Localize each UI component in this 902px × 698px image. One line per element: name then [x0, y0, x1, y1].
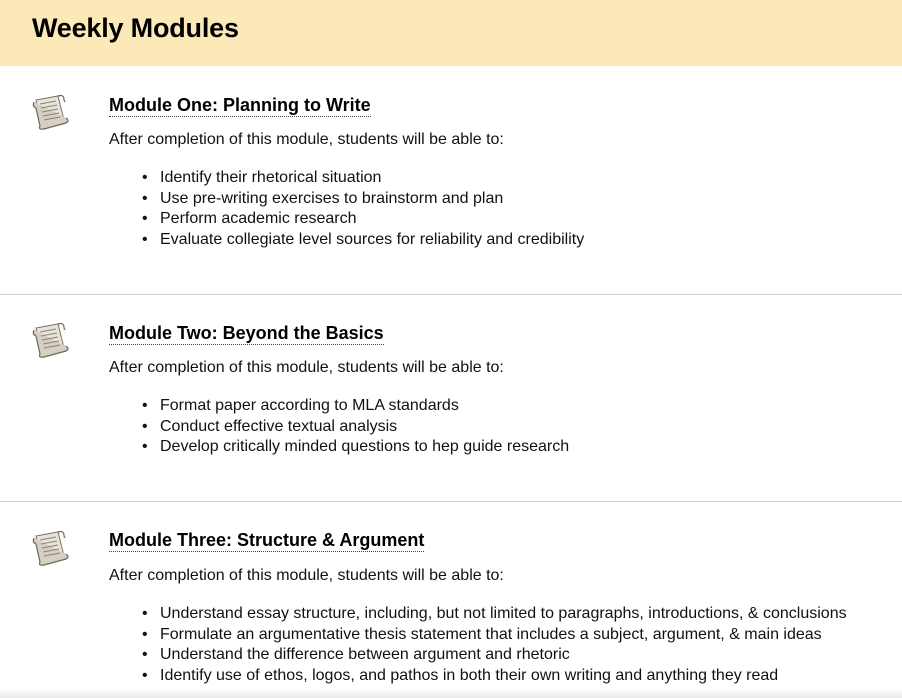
scroll-icon: [28, 92, 72, 132]
module-three-title-link[interactable]: Module Three: Structure & Argument: [109, 530, 425, 550]
scroll-fade: [0, 688, 902, 698]
module-divider: [0, 294, 902, 295]
list-item: • Understand essay structure, including, but not limited to paragraphs, introductions, & conclusions: [138, 604, 847, 625]
module-three-intro: After completion of this module, students will be able to:: [109, 567, 504, 584]
scroll-icon: [28, 320, 72, 360]
module-three-objectives: [138, 604, 847, 686]
module-one-title-link[interactable]: Module One: Planning to Write: [109, 95, 371, 115]
list-item: • Formulate an argumentative thesis statement that includes a subject, argument, & main ideas: [138, 625, 847, 646]
list-item: • Develop critically minded questions to hep guide research: [138, 437, 569, 458]
page-header: [0, 0, 902, 66]
list-item: • Evaluate collegiate level sources for reliability and credibility: [138, 230, 584, 251]
module-divider: [0, 501, 902, 502]
list-item: • Identify their rhetorical situation: [138, 168, 584, 189]
module-two-title-link[interactable]: Module Two: Beyond the Basics: [109, 323, 384, 343]
list-item: • Identify use of ethos, logos, and pathos in both their own writing and anything they read: [138, 666, 847, 687]
scroll-icon: [28, 528, 72, 568]
list-item: • Conduct effective textual analysis: [138, 417, 569, 438]
list-item: • Use pre-writing exercises to brainstorm and plan: [138, 189, 584, 210]
module-two-objectives: [138, 396, 569, 458]
module-two-intro: After completion of this module, students will be able to:: [109, 359, 504, 376]
page-title: Weekly Modules: [32, 13, 239, 43]
module-one-intro: After completion of this module, students will be able to:: [109, 131, 504, 148]
list-item: • Perform academic research: [138, 209, 584, 230]
module-one-objectives: [138, 168, 584, 250]
list-item: • Understand the difference between argument and rhetoric: [138, 645, 847, 666]
list-item: • Format paper according to MLA standards: [138, 396, 569, 417]
